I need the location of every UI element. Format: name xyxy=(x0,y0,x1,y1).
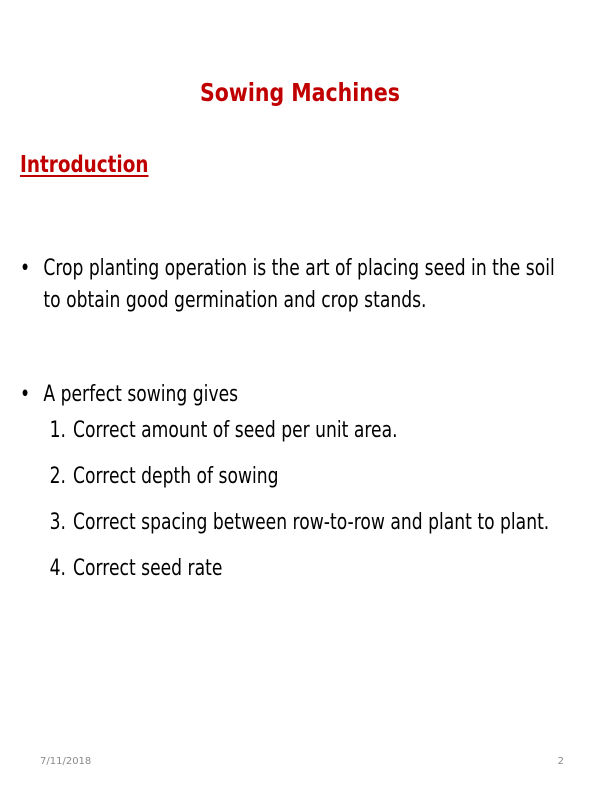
item-text: Correct spacing between row-to-row and plant to plant. xyxy=(73,510,550,535)
bullet-item xyxy=(20,379,566,599)
slide-title: Sowing Machines xyxy=(200,78,400,107)
bullet-item xyxy=(20,253,566,317)
item-text: Correct depth of sowing xyxy=(73,464,279,489)
numbered-list xyxy=(43,415,566,599)
bullet-text: A perfect sowing gives xyxy=(43,382,239,407)
page-number: 2 xyxy=(557,756,564,767)
numbered-item xyxy=(43,415,566,461)
footer-date: 7/11/2018 xyxy=(40,756,92,767)
numbered-item xyxy=(43,461,566,507)
item-number: 2. xyxy=(49,464,67,489)
item-number: 1. xyxy=(49,418,67,443)
numbered-item xyxy=(43,553,566,599)
item-text: Correct seed rate xyxy=(73,556,223,581)
item-text: Correct amount of seed per unit area. xyxy=(73,418,398,443)
bullet-list xyxy=(20,253,566,599)
bullet-text: Crop planting operation is the art of placing seed in the soil to obtain good germination and crop stands. xyxy=(43,256,555,313)
numbered-item xyxy=(43,507,566,553)
bullet-marker: • xyxy=(20,256,31,281)
bullet-marker: • xyxy=(20,382,31,407)
item-number: 3. xyxy=(49,510,67,535)
section-heading: Introduction xyxy=(20,152,149,178)
item-number: 4. xyxy=(49,556,67,581)
